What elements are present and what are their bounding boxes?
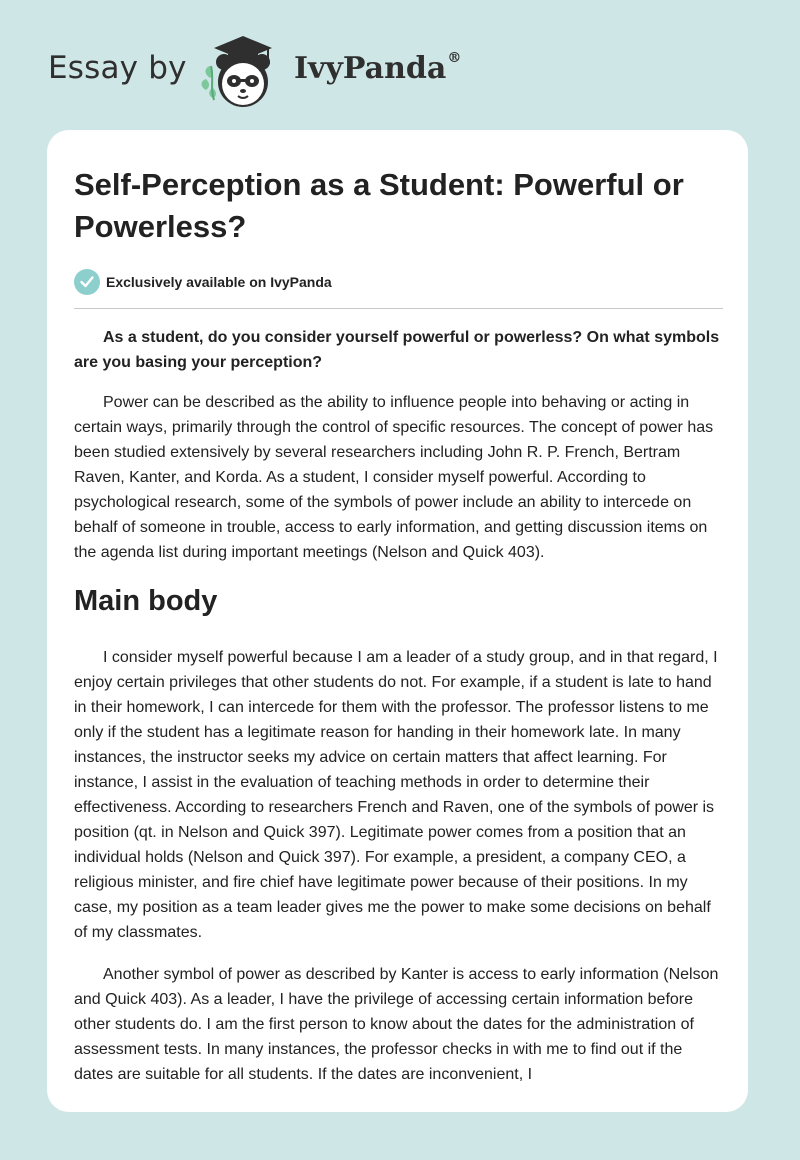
paragraph: Power can be described as the ability to influence people into behaving or acting in certain ways, primarily through the control of specific resources. The concept of power has been studied extensively by several researchers including John R. P. French, Bertram Raven, Kanter, and Korda. As a student, I consider myself powerful. According to psychological research, some of the symbols of power include an ability to intercede on behalf of someone in trouble, access to early information, and getting discussion items on the agenda list during important meetings (Nelson and Quick 403). <box>74 394 714 561</box>
exclusive-badge-label: Exclusively available on IvyPanda <box>106 274 332 290</box>
essay-by-label: Essay by <box>48 50 187 86</box>
check-circle-icon <box>74 269 100 295</box>
essay-card <box>47 130 748 1112</box>
site-header <box>0 0 800 128</box>
registered-mark: ® <box>447 50 462 66</box>
section-heading: Main body <box>74 585 218 617</box>
brand-name[interactable] <box>294 50 461 86</box>
paragraph: Another symbol of power as described by Kanter is access to early information (Nelson and Quick 403). As a leader, I have the privilege of accessing certain information before other students do. I am the first person to know about the dates for the administration of assessment tests. In many instances, the professor checks in with me to find out if the dates are suitable for all students. If the dates are inconvenient, I <box>74 966 719 1083</box>
paragraph: I consider myself powerful because I am a leader of a study group, and in that regard, I enjoy certain privileges that other students do not. For example, if a student is late to hand in their homework, I can intercede for them with the professor. The professor listens to me only if the student has a legitimate reason for handing in their homework late. In many instances, the instructor seeks my advice on certain matters that affect learning. For instance, I assist in the evaluation of teaching methods in order to determine their effectiveness. According to researchers French and Raven, one of the symbols of power is position (qt. in Nelson and Quick 397). Legitimate power comes from a position that an individual holds (Nelson and Quick 397). For example, a president, a company CEO, a religious minister, and fire chief have legitimate power because of their positions. In my case, my position as a team leader gives me the power to make some decisions on behalf of my classmates. <box>74 649 718 941</box>
essay-title: Self-Perception as a Student: Powerful or Powerless? <box>74 167 684 244</box>
exclusive-badge <box>74 268 723 296</box>
brand-label: IvyPanda <box>294 51 447 86</box>
essay-content <box>74 164 723 1087</box>
divider <box>74 308 723 309</box>
ivypanda-logo-icon[interactable] <box>200 30 280 112</box>
essay-question: As a student, do you consider yourself powerful or powerless? On what symbols are you basing your perception? <box>74 329 720 371</box>
